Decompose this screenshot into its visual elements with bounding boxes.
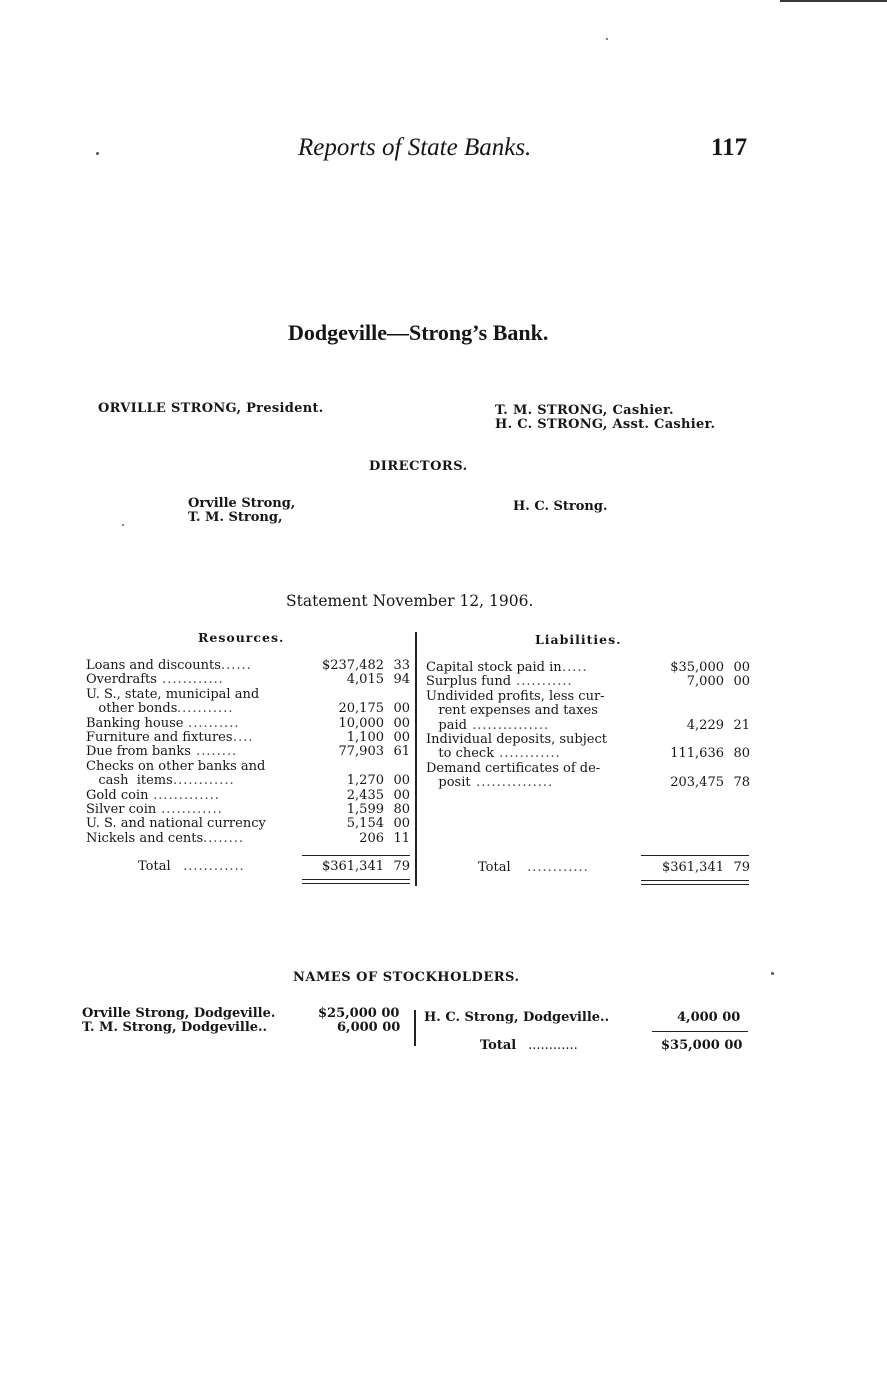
ledger-row xyxy=(86,702,412,716)
leader-dots: ............ xyxy=(178,859,250,874)
stockholder-name: Orville Strong, Dodgeville. xyxy=(82,1006,276,1021)
director-name: Orville Strong, xyxy=(188,496,296,511)
liabilities-heading: Liabilities. xyxy=(535,632,622,647)
officer-asst-cashier: H. C. STRONG, Asst. Cashier. xyxy=(495,417,716,432)
row-dollars: 4,229 xyxy=(686,717,724,733)
liabilities-table xyxy=(426,661,752,791)
stockholder-amount: 6,000 00 xyxy=(337,1020,401,1035)
ledger-row xyxy=(86,659,412,673)
row-cents: 00 xyxy=(393,715,410,731)
leader-dots: ............ xyxy=(156,801,228,817)
total-label: Total xyxy=(478,860,511,875)
ledger-row xyxy=(426,675,752,689)
row-label: Demand certificates of de- xyxy=(426,760,601,776)
row-label: Undivided profits, less cur- xyxy=(426,688,605,704)
ledger-row xyxy=(86,717,412,731)
row-cents: 00 xyxy=(733,660,750,675)
leader-dots: .... xyxy=(233,729,254,745)
director-name: T. M. Strong, xyxy=(188,510,283,525)
row-cents: 80 xyxy=(393,801,410,817)
row-cents: 00 xyxy=(393,787,410,803)
ledger-row xyxy=(86,673,412,687)
directors-heading: DIRECTORS. xyxy=(369,459,468,474)
liabilities-total-row xyxy=(426,861,752,875)
leader-dots: ........... xyxy=(511,674,578,690)
row-cents: 94 xyxy=(393,672,410,688)
row-cents: 00 xyxy=(733,674,750,690)
leader-dots: .......... xyxy=(183,715,245,731)
row-cents: 80 xyxy=(733,746,750,762)
row-label: cash items xyxy=(86,773,173,789)
row-label: to check xyxy=(426,746,495,762)
row-cents: 00 xyxy=(393,816,410,832)
row-cents: 00 xyxy=(393,729,410,745)
row-dollars: 1,599 xyxy=(346,801,384,817)
leader-dots: ........ xyxy=(191,744,243,760)
running-header-title: Reports of State Banks. xyxy=(298,134,532,161)
double-rule xyxy=(302,883,410,884)
row-label: Banking house xyxy=(86,715,184,731)
leader-dots: ............ xyxy=(522,860,594,875)
director-name: H. C. Strong. xyxy=(513,499,608,514)
stock-sum-rule xyxy=(652,1031,748,1032)
ledger-row xyxy=(86,832,412,846)
row-dollars: 1,270 xyxy=(346,773,384,789)
resources-table xyxy=(86,659,412,846)
leader-dots: ............... xyxy=(467,717,555,733)
leader-dots: ............... xyxy=(471,775,559,791)
stockholders-divider xyxy=(414,1010,416,1046)
row-label: Due from banks xyxy=(86,744,191,760)
row-cents: 21 xyxy=(733,717,750,733)
stock-total-label: Total xyxy=(480,1038,517,1053)
leader-dots: ............. xyxy=(148,787,225,803)
row-label: paid xyxy=(426,717,467,733)
row-cents: 00 xyxy=(393,701,410,717)
top-edge-rule xyxy=(780,0,887,2)
resources-sum-rule xyxy=(302,855,410,856)
total-cents: 79 xyxy=(393,859,410,874)
row-dollars: 5,154 xyxy=(346,816,384,832)
ledger-row xyxy=(426,719,752,733)
leader-dots: ...... xyxy=(221,658,252,673)
stockholders-heading: NAMES OF STOCKHOLDERS. xyxy=(293,970,520,985)
row-label: U. S., state, municipal and xyxy=(86,686,260,702)
row-label: Gold coin xyxy=(86,787,149,803)
scan-speck xyxy=(771,972,774,975)
ledger-row xyxy=(86,745,412,759)
stockholder-name: T. M. Strong, Dodgeville.. xyxy=(82,1020,268,1035)
row-dollars: 2,435 xyxy=(346,787,384,803)
row-cents: 11 xyxy=(393,830,410,846)
row-label: Furniture and fixtures xyxy=(86,729,233,745)
ledger-row xyxy=(426,661,752,675)
row-dollars: 77,903 xyxy=(338,744,384,760)
row-label: Nickels and cents xyxy=(86,830,204,846)
officer-cashier: T. M. STRONG, Cashier. xyxy=(495,403,674,418)
row-label: other bonds xyxy=(86,701,178,717)
leader-dots: ..... xyxy=(562,660,588,675)
row-cents: 61 xyxy=(393,744,410,760)
row-label: rent expenses and taxes xyxy=(426,703,598,719)
row-dollars: 10,000 xyxy=(338,715,384,731)
stockholder-name: H. C. Strong, Dodgeville.. xyxy=(424,1010,610,1025)
ledger-row xyxy=(86,817,412,831)
row-label: Loans and discounts xyxy=(86,658,221,673)
row-label: Checks on other banks and xyxy=(86,758,266,774)
ledger-row xyxy=(426,747,752,761)
row-dollars: 20,175 xyxy=(338,701,384,717)
row-label: Capital stock paid in xyxy=(426,660,562,675)
scan-speck xyxy=(96,152,99,155)
row-dollars: 206 xyxy=(359,830,384,846)
row-dollars: 203,475 xyxy=(670,775,724,791)
row-dollars: $35,000 xyxy=(670,660,724,675)
row-label: Silver coin xyxy=(86,801,157,817)
leader-dots: ............ xyxy=(494,746,566,762)
total-dollars: $361,341 xyxy=(661,860,724,875)
ledger-row xyxy=(86,774,412,788)
total-label: Total xyxy=(138,859,171,874)
scan-speck xyxy=(122,524,124,526)
resources-total-row xyxy=(86,860,412,874)
row-dollars: 111,636 xyxy=(670,746,724,762)
leader-dots: ........... xyxy=(177,701,234,717)
double-rule xyxy=(641,880,749,881)
bank-title: Dodgeville—Strong’s Bank. xyxy=(288,320,549,345)
row-cents: 00 xyxy=(393,773,410,789)
total-dollars: $361,341 xyxy=(321,859,384,874)
liabilities-sum-rule xyxy=(641,855,749,856)
column-divider xyxy=(415,632,417,886)
double-rule xyxy=(302,879,410,880)
row-label: U. S. and national currency xyxy=(86,816,266,832)
row-label: Overdrafts xyxy=(86,672,157,688)
ledger-row xyxy=(426,776,752,790)
leader-dots: ............ xyxy=(157,672,229,688)
row-dollars: 7,000 xyxy=(686,674,724,690)
total-cents: 79 xyxy=(733,860,750,875)
row-dollars: $237,482 xyxy=(321,658,384,673)
ledger-row xyxy=(426,762,752,776)
scan-speck xyxy=(606,38,608,40)
ledger-row xyxy=(86,803,412,817)
page-number: 117 xyxy=(711,134,748,161)
ledger-row xyxy=(86,688,412,702)
stock-total-amount: $35,000 00 xyxy=(661,1038,743,1053)
row-dollars: 4,015 xyxy=(346,672,384,688)
ledger-row xyxy=(86,789,412,803)
leader-dots: ............ xyxy=(524,1038,578,1053)
stockholder-amount: $25,000 00 xyxy=(318,1006,400,1021)
row-label: Surplus fund xyxy=(426,674,512,690)
statement-title: Statement November 12, 1906. xyxy=(286,592,534,610)
leader-dots: ........ xyxy=(203,830,245,846)
stockholder-amount: 4,000 00 xyxy=(677,1010,741,1025)
row-label: posit xyxy=(426,775,471,791)
ledger-row xyxy=(426,733,752,747)
resources-heading: Resources. xyxy=(198,630,285,645)
ledger-row xyxy=(86,760,412,774)
ledger-row xyxy=(426,690,752,704)
ledger-row xyxy=(426,704,752,718)
ledger-row xyxy=(86,731,412,745)
leader-dots: ............ xyxy=(173,773,235,789)
double-rule xyxy=(641,884,749,885)
row-cents: 78 xyxy=(733,775,750,791)
row-cents: 33 xyxy=(393,658,410,673)
row-label: Individual deposits, subject xyxy=(426,731,607,747)
row-dollars: 1,100 xyxy=(346,729,384,745)
officer-president: ORVILLE STRONG, President. xyxy=(98,401,324,416)
